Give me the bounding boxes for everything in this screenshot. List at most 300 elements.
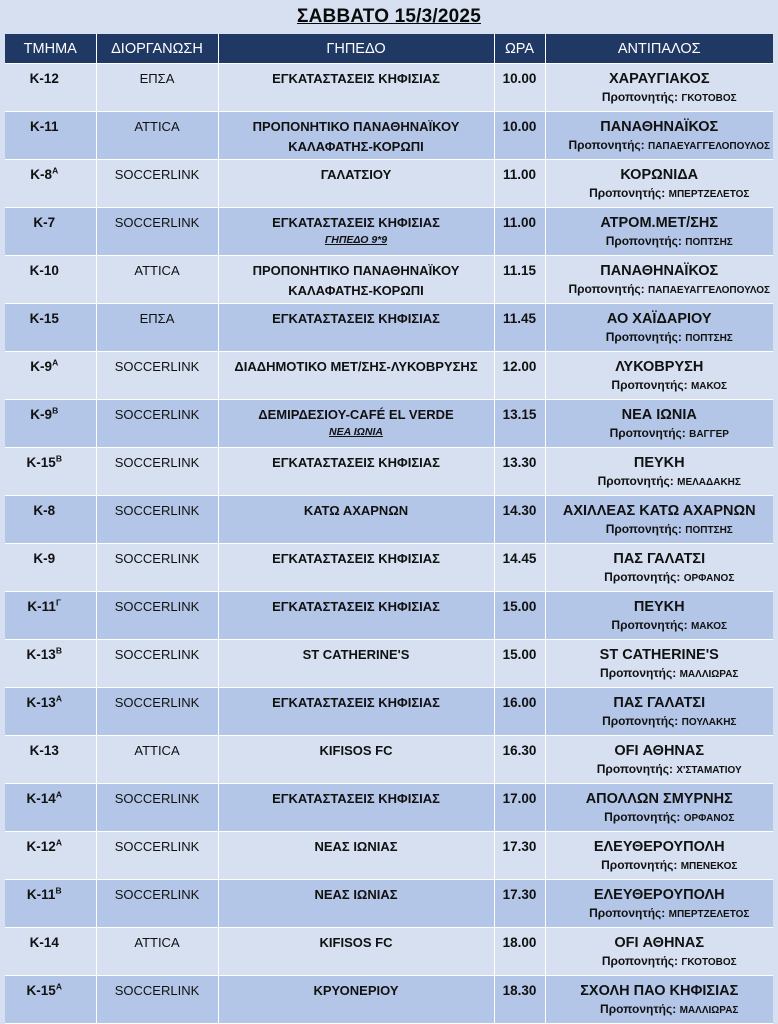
table-row [5,160,773,208]
header-venue: ΓΗΠΕΔΟ [218,34,494,64]
venue-cell [218,352,494,400]
venue-name: ΕΓΚΑΤΑΣΤΑΣΕΙΣ ΚΗΦΙΣΙΑΣ [272,791,440,806]
kickoff-time: 16.30 [502,743,537,758]
team-cell [5,832,96,880]
schedule-table [5,34,773,1024]
time-cell [494,928,545,976]
coach-name: ΠΑΠΑΕΥΑΓΓΕΛΟΠΟΥΛΟΣ [647,285,771,296]
venue-cell [218,880,494,928]
coach-line [546,473,774,491]
organization: SOCCERLINK [114,695,200,710]
team-code: Κ-9 [30,407,53,422]
organization: SOCCERLINK [114,359,200,374]
opponent-name: ΛΥΚΟΒΡΥΣΗ [615,359,704,375]
opponent-cell [545,784,773,832]
kickoff-time: 13.30 [502,455,537,470]
venue-cell [218,928,494,976]
organization: SOCCERLINK [114,839,200,854]
time-cell [494,688,545,736]
team-group: Α [55,693,62,704]
coach-label: Προπονητής: [605,234,682,248]
time-cell [494,64,545,112]
team-group: Α [52,357,59,368]
organization: SOCCERLINK [114,983,200,998]
venue-cell [218,688,494,736]
organization: SOCCERLINK [114,551,200,566]
table-row [5,304,773,352]
opponent-cell [545,688,773,736]
coach-name: ΓΚΟΤΟΒΟΣ [681,957,737,968]
header-organization: ΔΙΟΡΓΑΝΩΣΗ [96,34,218,64]
coach-name: ΜΠΕΝΕΚΟΣ [680,861,738,872]
opponent-name: ΑΤΡΟΜ.ΜΕΤ/ΣΗΣ [600,215,719,231]
time-cell [494,736,545,784]
table-row [5,688,773,736]
venue-name: ΕΓΚΑΤΑΣΤΑΣΕΙΣ ΚΗΦΙΣΙΑΣ [272,551,440,566]
opponent-name: ΝΕΑ ΙΩΝΙΑ [621,407,697,423]
team-cell [5,160,96,208]
coach-line [546,281,774,299]
venue-name: KIFISOS FC [319,935,393,950]
opponent-cell [545,208,773,256]
kickoff-time: 17.30 [502,887,537,902]
coach-label: Προπονητής: [604,570,681,584]
coach-line [546,905,774,923]
coach-name: ΜΑΛΛΙΩΡΑΣ [679,1005,739,1016]
organization-cell [96,400,218,448]
coach-label: Προπονητής: [589,906,666,920]
organization-cell [96,256,218,304]
organization: SOCCERLINK [114,167,200,182]
coach-label: Προπονητής: [611,378,688,392]
team-group: Α [55,837,62,848]
team-cell [5,112,96,160]
team-code: Κ-11 [26,887,56,902]
time-cell [494,400,545,448]
team-cell [5,352,96,400]
venue-name: ΓΑΛΑΤΣΙΟΥ [320,167,392,182]
opponent-name: ΚΟΡΩΝΙΔΑ [620,167,699,183]
coach-name: ΜΑΚΟΣ [690,381,728,392]
opponent-cell [545,256,773,304]
team-code: Κ-7 [33,215,56,230]
venue-name: ΚΑΤΩ ΑΧΑΡΝΩΝ [303,503,409,518]
coach-name: ΒΑΓΓΕΡ [689,429,729,440]
organization-cell [96,640,218,688]
time-cell [494,832,545,880]
organization-cell [96,448,218,496]
venue-cell [218,256,494,304]
time-cell [494,640,545,688]
team-cell [5,64,96,112]
venue-cell [218,976,494,1024]
team-cell [5,448,96,496]
organization: SOCCERLINK [114,215,200,230]
coach-name: Χ'ΣΤΑΜΑΤΙΟΥ [676,765,742,776]
coach-line [546,521,774,539]
opponent-cell [545,880,773,928]
coach-name: ΜΠΕΡΤΖΕΛΕΤΟΣ [668,909,750,920]
table-row [5,592,773,640]
team-code: Κ-10 [29,263,59,278]
opponent-name: ΑΧΙΛΛΕΑΣ ΚΑΤΩ ΑΧΑΡΝΩΝ [562,503,756,519]
time-cell [494,592,545,640]
kickoff-time: 18.00 [502,935,537,950]
kickoff-time: 13.15 [502,407,537,422]
opponent-name: ΑΠΟΛΛΩΝ ΣΜΥΡΝΗΣ [585,791,733,807]
venue-name: ΕΓΚΑΤΑΣΤΑΣΕΙΣ ΚΗΦΙΣΙΑΣ [272,455,440,470]
time-cell [494,448,545,496]
organization: SOCCERLINK [114,455,200,470]
coach-line [546,617,774,635]
kickoff-time: 14.45 [502,551,537,566]
coach-name: ΜΑΚΟΣ [690,621,728,632]
team-group: Β [55,885,62,896]
coach-line [546,233,774,251]
team-group: Γ [55,597,62,608]
table-row [5,256,773,304]
organization: SOCCERLINK [114,791,200,806]
team-code: Κ-8 [33,503,56,518]
table-row [5,880,773,928]
venue-cell [218,208,494,256]
venue-name-line2: ΚΑΛΑΦΑΤΗΣ-ΚΟΡΩΠΙ [288,139,424,154]
organization-cell [96,880,218,928]
organization-cell [96,928,218,976]
coach-line [546,185,774,203]
coach-label: Προπονητής: [597,474,674,488]
team-cell [5,784,96,832]
table-row [5,736,773,784]
organization-cell [96,208,218,256]
team-group: Α [52,165,59,176]
table-row [5,112,773,160]
organization-cell [96,832,218,880]
organization-cell [96,976,218,1024]
team-cell [5,736,96,784]
opponent-cell [545,160,773,208]
organization-cell [96,688,218,736]
table-row [5,208,773,256]
opponent-name: ΕΛΕΥΘΕΡΟΥΠΟΛΗ [593,839,725,855]
coach-label: Προπονητής: [604,810,681,824]
coach-name: ΜΠΕΡΤΖΕΛΕΤΟΣ [668,189,750,200]
organization-cell [96,544,218,592]
coach-label: Προπονητής: [601,90,679,104]
coach-name: ΠΟΠΤΣΗΣ [685,333,733,344]
venue-name: ΠΡΟΠΟΝΗΤΙΚΟ ΠΑΝΑΘΗΝΑΪΚΟΥ [252,119,460,134]
opponent-cell [545,592,773,640]
kickoff-time: 11.00 [502,167,537,182]
team-code: Κ-11 [29,119,59,134]
coach-name: ΜΑΛΛΙΩΡΑΣ [679,669,739,680]
venue-name: ST CATHERINE'S [302,647,410,662]
opponent-cell [545,352,773,400]
opponent-cell [545,544,773,592]
venue-name: ΠΡΟΠΟΝΗΤΙΚΟ ΠΑΝΑΘΗΝΑΪΚΟΥ [252,263,460,278]
kickoff-time: 15.00 [502,647,537,662]
coach-label: Προπονητής: [602,714,679,728]
opponent-name: ΠΑΣ ΓΑΛΑΤΣΙ [613,551,706,567]
team-cell [5,688,96,736]
venue-note: ΓΗΠΕΔΟ 9*9 [324,234,388,246]
opponent-cell [545,928,773,976]
time-cell [494,352,545,400]
page-title: ΣΑΒΒΑΤΟ 15/3/2025 [297,6,481,27]
coach-line [546,713,774,731]
team-cell [5,544,96,592]
time-cell [494,208,545,256]
coach-name: ΟΡΦΑΝΟΣ [683,573,735,584]
organization-cell [96,64,218,112]
opponent-cell [545,64,773,112]
venue-name: ΕΓΚΑΤΑΣΤΑΣΕΙΣ ΚΗΦΙΣΙΑΣ [272,71,440,86]
organization-cell [96,304,218,352]
coach-label: Προπονητής: [609,426,686,440]
team-group: Α [55,981,62,992]
coach-line [546,953,774,971]
table-header [5,34,773,64]
coach-label: Προπονητής: [568,282,645,296]
time-cell [494,160,545,208]
coach-label: Προπονητής: [601,954,679,968]
organization: ATTICA [134,743,180,758]
team-code: Κ-13 [26,647,56,662]
opponent-name: ΧΑΡΑΥΓΙΑΚΟΣ [608,71,710,87]
venue-name: ΚΡΥΟΝΕΡΙΟΥ [313,983,399,998]
organization: ATTICA [134,263,180,278]
team-group: Β [55,645,62,656]
venue-cell [218,496,494,544]
kickoff-time: 11.00 [502,215,537,230]
venue-name-line2: ΚΑΛΑΦΑΤΗΣ-ΚΟΡΩΠΙ [288,283,424,298]
opponent-cell [545,448,773,496]
time-cell [494,256,545,304]
organization: SOCCERLINK [114,599,200,614]
opponent-cell [545,640,773,688]
coach-line [546,329,774,347]
coach-label: Προπονητής: [605,330,682,344]
opponent-name: ST CATHERINE'S [599,647,719,663]
table-row [5,64,773,112]
opponent-cell [545,304,773,352]
venue-cell [218,736,494,784]
time-cell [494,496,545,544]
venue-name: ΕΓΚΑΤΑΣΤΑΣΕΙΣ ΚΗΦΙΣΙΑΣ [272,311,440,326]
team-group: Β [55,453,62,464]
title-bar [0,0,778,34]
team-group: Β [52,405,59,416]
organization: SOCCERLINK [114,647,200,662]
venue-cell [218,784,494,832]
opponent-cell [545,832,773,880]
organization: SOCCERLINK [114,503,200,518]
team-code: Κ-12 [29,71,59,86]
coach-line [546,569,774,587]
organization-cell [96,352,218,400]
organization-cell [96,736,218,784]
coach-line [546,665,774,683]
venue-name: ΝΕΑΣ ΙΩΝΙΑΣ [314,839,398,854]
venue-name: KIFISOS FC [319,743,393,758]
table-row [5,448,773,496]
venue-cell [218,640,494,688]
team-cell [5,640,96,688]
venue-name: ΔΙΑΔΗΜΟΤΙΚΟ ΜΕΤ/ΣΗΣ-ΛΥΚΟΒΡΥΣΗΣ [234,359,478,374]
coach-name: ΠΑΠΑΕΥΑΓΓΕΛΟΠΟΥΛΟΣ [647,141,771,152]
header-opponent: ΑΝΤΙΠΑΛΟΣ [545,34,773,64]
venue-name: ΔΕΜΙΡΔΕΣΙΟΥ-CAFÉ EL VERDE [258,407,454,422]
team-cell [5,496,96,544]
organization: ATTICA [134,935,180,950]
coach-line [546,377,774,395]
opponent-name: ΠΕΥΚΗ [633,599,685,615]
table-row [5,928,773,976]
time-cell [494,880,545,928]
table-row [5,640,773,688]
opponent-name: OFI ΑΘΗΝΑΣ [614,935,705,951]
kickoff-time: 12.00 [502,359,537,374]
opponent-name: ΠΕΥΚΗ [633,455,685,471]
team-code: Κ-9 [33,551,56,566]
team-code: Κ-15 [29,311,59,326]
time-cell [494,976,545,1024]
venue-name: ΕΓΚΑΤΑΣΤΑΣΕΙΣ ΚΗΦΙΣΙΑΣ [272,695,440,710]
kickoff-time: 17.00 [502,791,537,806]
team-code: Κ-8 [30,167,53,182]
venue-cell [218,304,494,352]
opponent-cell [545,736,773,784]
kickoff-time: 15.00 [502,599,537,614]
coach-line [546,809,774,827]
header-time: ΩΡΑ [494,34,545,64]
organization: SOCCERLINK [114,887,200,902]
time-cell [494,784,545,832]
kickoff-time: 11.45 [502,311,537,326]
table-row [5,784,773,832]
coach-name: ΠΟΠΤΣΗΣ [685,237,733,248]
opponent-cell [545,496,773,544]
coach-label: Προπονητής: [596,762,673,776]
kickoff-time: 10.00 [502,71,537,86]
coach-label: Προπονητής: [600,1002,677,1016]
coach-label: Προπονητής: [611,618,688,632]
kickoff-time: 10.00 [502,119,537,134]
team-code: Κ-14 [26,791,56,806]
team-cell [5,208,96,256]
coach-label: Προπονητής: [589,186,666,200]
opponent-name: OFI ΑΘΗΝΑΣ [614,743,705,759]
opponent-name: ΠΑΝΑΘΗΝΑΪΚΟΣ [600,263,719,279]
coach-name: ΓΚΟΤΟΒΟΣ [681,93,737,104]
header-team: ΤΜΗΜΑ [5,34,96,64]
venue-cell [218,544,494,592]
table-row [5,976,773,1024]
team-code: Κ-9 [30,359,53,374]
organization-cell [96,592,218,640]
team-code: Κ-14 [29,935,59,950]
organization: SOCCERLINK [114,407,200,422]
team-code: Κ-13 [29,743,59,758]
coach-line [546,1001,774,1019]
organization-cell [96,496,218,544]
coach-name: ΜΕΛΑΔΑΚΗΣ [677,477,741,488]
team-code: Κ-12 [26,839,56,854]
coach-name: ΟΡΦΑΝΟΣ [683,813,735,824]
team-code: Κ-11 [27,599,56,614]
table-row [5,496,773,544]
venue-note: ΝΕΑ ΙΩΝΙΑ [329,426,383,438]
organization-cell [96,784,218,832]
venue-cell [218,592,494,640]
opponent-name: ΠΑΝΑΘΗΝΑΪΚΟΣ [600,119,719,135]
coach-name: ΠΟΥΛΑΚΗΣ [681,717,737,728]
venue-name: ΕΓΚΑΤΑΣΤΑΣΕΙΣ ΚΗΦΙΣΙΑΣ [272,599,440,614]
coach-name: ΠΟΠΤΣΗΣ [685,525,733,536]
opponent-name: ΕΛΕΥΘΕΡΟΥΠΟΛΗ [593,887,725,903]
team-cell [5,880,96,928]
opponent-cell [545,400,773,448]
organization-cell [96,112,218,160]
team-cell [5,304,96,352]
coach-line [546,137,774,155]
venue-cell [218,400,494,448]
table-body [5,64,773,1024]
table-row [5,400,773,448]
team-cell [5,256,96,304]
time-cell [494,112,545,160]
table-row [5,832,773,880]
kickoff-time: 16.00 [502,695,537,710]
kickoff-time: 14.30 [502,503,537,518]
coach-label: Προπονητής: [568,138,645,152]
team-cell [5,976,96,1024]
coach-label: Προπονητής: [600,666,677,680]
opponent-cell [545,112,773,160]
venue-name: ΝΕΑΣ ΙΩΝΙΑΣ [314,887,398,902]
coach-label: Προπονητής: [601,858,678,872]
venue-cell [218,832,494,880]
venue-cell [218,160,494,208]
kickoff-time: 11.15 [502,263,537,278]
opponent-name: ΠΑΣ ΓΑΛΑΤΣΙ [613,695,706,711]
venue-cell [218,112,494,160]
opponent-name: ΑΟ ΧΑΪΔΑΡΙΟΥ [606,311,712,327]
team-cell [5,928,96,976]
coach-line [546,89,774,107]
venue-cell [218,64,494,112]
organization: ΕΠΣΑ [139,311,175,326]
organization: ΕΠΣΑ [139,71,175,86]
venue-name: ΕΓΚΑΤΑΣΤΑΣΕΙΣ ΚΗΦΙΣΙΑΣ [272,215,440,230]
organization-cell [96,160,218,208]
kickoff-time: 18.30 [502,983,537,998]
team-group: Α [55,789,62,800]
team-cell [5,592,96,640]
opponent-cell [545,976,773,1024]
team-code: Κ-15 [26,983,56,998]
organization: ATTICA [134,119,180,134]
table-row [5,352,773,400]
coach-label: Προπονητής: [605,522,682,536]
venue-cell [218,448,494,496]
coach-line [546,857,774,875]
time-cell [494,544,545,592]
table-row [5,544,773,592]
team-code: Κ-13 [26,695,56,710]
coach-line [546,425,774,443]
kickoff-time: 17.30 [502,839,537,854]
